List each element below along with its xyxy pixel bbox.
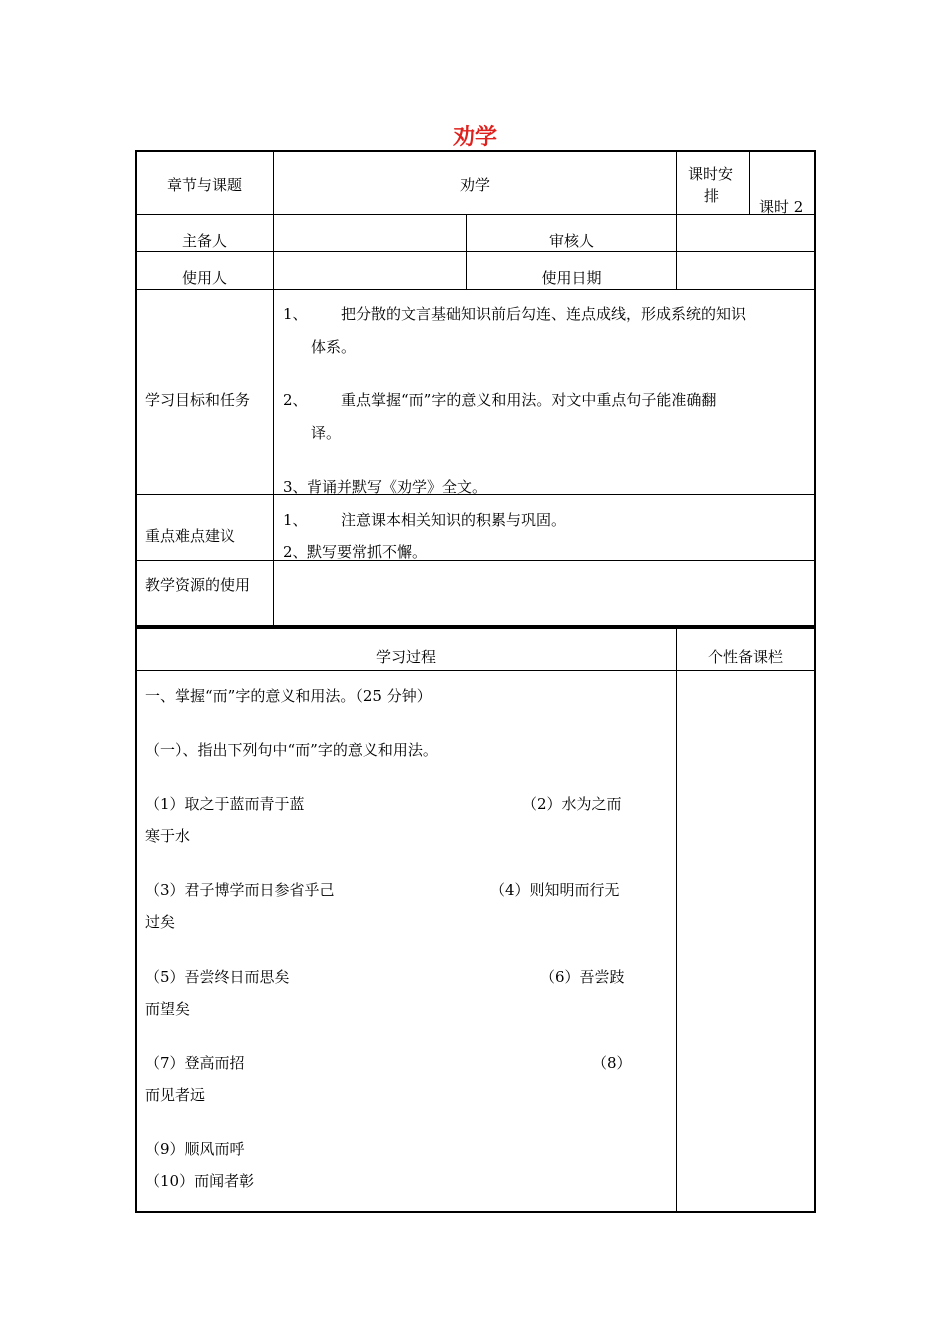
schedule-value: 课时 2 — [759, 198, 804, 216]
goal-text: 背诵并默写《劝学》全文。 — [307, 478, 488, 496]
table-border-left — [135, 150, 137, 626]
reviewer-label: 审核人 — [548, 232, 594, 250]
goal-text-cont: 译。 — [311, 424, 342, 442]
goal-number: 2、 — [283, 391, 308, 409]
sentence-right: （6）吾尝跂 — [540, 968, 625, 986]
document-title: 劝学 — [452, 125, 497, 150]
goal-text: 重点掌握“而”字的意义和用法。对文中重点句子能准确翻 — [341, 391, 717, 409]
col-divider — [749, 150, 750, 215]
difficulty-text: 注意课本相关知识的积累与巩固。 — [341, 511, 567, 529]
sentence-9: （9）顺风而呼 — [145, 1140, 245, 1158]
sentence-left: （3）君子博学而日参省乎己 — [145, 881, 335, 899]
difficulty-text: 默写要常抓不懈。 — [307, 543, 428, 561]
difficulty-number: 2、 — [283, 543, 308, 561]
section-title: 一、掌握“而”字的意义和用法。（25 分钟） — [145, 687, 432, 705]
goal-text: 把分散的文言基础知识前后勾连、连点成线，形成系统的知识 — [341, 305, 747, 323]
col-divider — [676, 627, 677, 1212]
sentence-right: （4）则知明而行无 — [490, 881, 620, 899]
table-border-right — [814, 627, 816, 1212]
sentence-cont: 而望矣 — [145, 1000, 191, 1018]
sentence-left: （1）取之于蓝而青于蓝 — [145, 795, 305, 813]
chapter-value: 劝学 — [459, 176, 490, 194]
difficulties-label: 重点难点建议 — [145, 527, 236, 545]
goal-number: 1、 — [283, 305, 308, 323]
process-header: 学习过程 — [375, 648, 436, 666]
sentence-left: （7）登高而招 — [145, 1054, 245, 1072]
sentence-cont: 过矣 — [145, 913, 176, 931]
table-border-right — [814, 150, 816, 626]
side-notes-header: 个性备课栏 — [707, 648, 783, 666]
sentence-left: （5）吾尝终日而思矣 — [145, 968, 290, 986]
preparer-label: 主备人 — [181, 232, 227, 250]
schedule-label-line1: 课时安 — [688, 165, 734, 183]
row-divider — [135, 251, 816, 252]
sentence-right: （8） — [592, 1054, 632, 1072]
difficulty-number: 1、 — [283, 511, 308, 529]
col-divider — [676, 150, 677, 290]
schedule-label-line2: 排 — [704, 187, 720, 205]
row-divider — [135, 670, 816, 671]
sentence-cont: 寒于水 — [145, 827, 191, 845]
sentence-10: （10）而闻者彰 — [145, 1172, 255, 1190]
user-label: 使用人 — [181, 269, 227, 287]
sub-title: （一）、指出下列句中“而”字的意义和用法。 — [145, 741, 438, 759]
goal-number: 3、 — [283, 478, 308, 496]
row-divider — [135, 214, 676, 215]
row-divider — [135, 560, 816, 561]
sentence-cont: 而见者远 — [145, 1086, 206, 1104]
table-border-bottom — [135, 1211, 816, 1213]
table-border-top — [135, 627, 816, 629]
chapter-label: 章节与课题 — [166, 176, 242, 194]
goals-label: 学习目标和任务 — [145, 391, 251, 409]
resources-label: 教学资源的使用 — [145, 576, 251, 594]
col-divider — [273, 150, 274, 626]
table-border-left — [135, 627, 137, 1212]
goal-text-cont: 体系。 — [311, 338, 357, 356]
table-border-top — [135, 150, 816, 152]
sentence-right: （2）水为之而 — [522, 795, 622, 813]
row-divider — [135, 289, 816, 290]
date-label: 使用日期 — [541, 269, 602, 287]
